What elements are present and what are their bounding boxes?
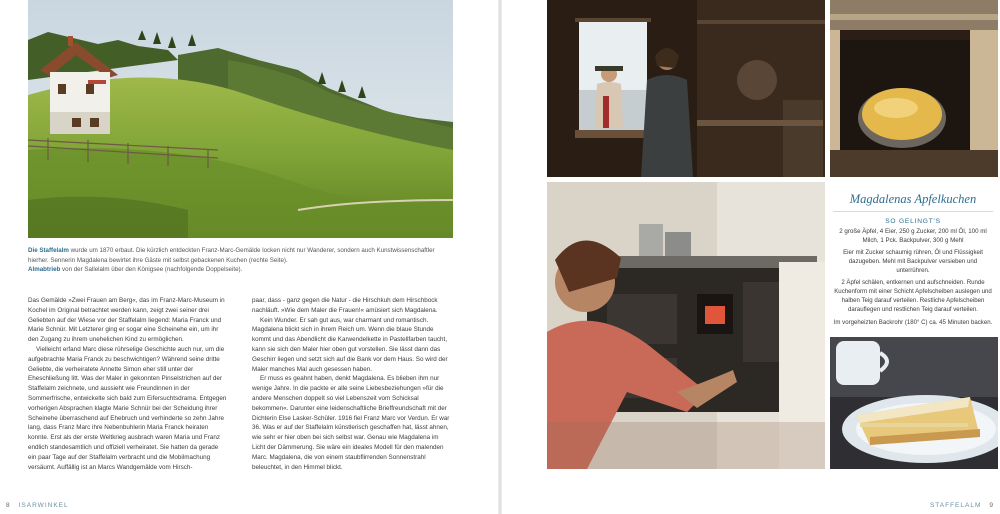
recipe-ingredients: 2 große Äpfel, 4 Eier, 250 g Zucker, 200 ml Öl, 100 ml Milch, 1 Pck. Backpulver, 300 g Mehl [839,228,987,244]
body-column-1 [28,296,228,472]
caption-second-bold: Almabtrieb [28,266,61,273]
paragraph: Er muss es geahnt haben, denkt Magdalena. Es blieben ihm nur wenige Jahre. In die packte er alle seine Liebesbeziehungen »für die andere Menschen doppelt so viel Lebenszeit vom Schicksal bekommen«. Darunter eine leidenschaftliche Brieffreundschaft mit der Dichterin Else Lasker-Schüler. 1916 fiel Franz Marc vor Verdun. Er war 36. Was er auf der Staffelalm künstlerisch geschaffen hat, lässt ahnen, wie sehr er hier oben bei sich selbst war. Genau wie Magdalena im Licht der Dämmerung. Sie wäre ein ideales Modell für den malenden Marc. Magdalena, die von einem staubflirrenden Sonnenstrahl beleuchtet, in den Himmel blickt. [252,375,450,471]
page-number: 8 [6,502,11,509]
recipe-box [828,182,998,332]
recipe-title: Magdalenas Apfelkuchen [849,192,977,206]
window-serving-photo [547,0,825,177]
running-head: ISARWINKEL [18,502,69,509]
paragraph: paar, dass - ganz gegen die Natur - die Hirschkuh dem Hirschbock nachläuft. »Wie dem Maler die Frauen!« amüsiert sich Magdalena. [252,297,438,314]
running-head: STAFFELALM [929,502,982,509]
recipe-step: Eier mit Zucker schaumig rühren, Öl und Flüssigkeit dazugeben. Mehl mit Backpulver versieben und unterrühren. [843,249,983,274]
woman-stove-photo [547,182,825,469]
recipe-subtitle: SO GELINGT'S [885,218,941,225]
recipe-step: 2 Äpfel schälen, entkernen und aufschneiden. Runde Kuchenform mit einer Schicht Apfelscheiben auslegen und halben Teig darauf verteilen. Restliche Apfelscheiben darauflegen und restlichen Teig darauf verteilen. [834,279,992,313]
book-gutter [498,0,502,514]
alm-landscape-photo [28,0,453,238]
cake-slice-photo [830,337,998,469]
caption-second-text: von der Sallelalm über den Königsee (nachfolgende Doppelseite). [60,266,243,273]
folio-right [930,502,994,509]
recipe-step: Im vorgeheizten Backrohr (180° C) ca. 45 Minuten backen. [833,318,993,326]
oven-cake-photo [830,0,998,177]
page-number: 9 [989,502,994,509]
paragraph: Das Gemälde »Zwei Frauen am Berg«, das im Franz-Marc-Museum in Kochel im Original betrachtet werden kann, zeigt zwei seiner drei Geliebten auf der Wiese vor der Staffelalm liegend: Maria Franck und Marie Schnür. Mit Letzterer ging er sogar eine Scheinehe ein, um ihr den Zugang zu ihrem unehelichen Kind zu ermöglichen. [28,297,225,344]
caption-lead-text: wurde um 1870 erbaut. Die kürzlich entdeckten Franz-Marc-Gemälde locken nicht nur Wanderer, sondern auch Kunstwissenschaftler hierher. Sennerin Magdalena bewirtet ihre Gäste mit selbst gebackenen Kuchen (rechte Seite). [28,247,435,264]
paragraph: Kein Wunder. Er sah gut aus, war charmant und romantisch. Magdalena blickt sich in ihrem Reich um. Wenn die blaue Stunde kommt und das Abendlicht die Karwendelkette in Pastellfarben taucht, kann sie sich den Maler hier oben gut vorstellen. Sie lässt dann das Geschirr liegen und setzt sich auf die Bank vor dem Haus. So wird der Maler manches Mal auch gesessen haben. [252,316,448,373]
body-column-2 [252,296,452,472]
folio-left [6,502,69,509]
recipe-divider [833,211,993,212]
caption-lead-bold: Die Staffelalm [28,247,69,254]
paragraph: Vielleicht erfand Marc diese rührselige Geschichte auch nur, um die aufgebrachte Maria Franck zu beschwichtigen? Während seine dritte Geliebte, die verheiratete Annette Simon eher still unter der Eheschließung litt. Was der Maler in gekonnten Pinselstrichen auf der Staffelalm zeichnete, und aussieht wie Freundinnen in der Sommerfrische, entwickelte sich bald zum Eifersuchtsdrama. Entgegen vorherigen Absprachen klagte Marie Schnür bei der Scheidung ihrer Scheinehe überraschend auf Ehebruch und verhinderte so zehn Jahre lang, dass Franz Marc ihre Nebenbuhlerin Maria Franck heiraten konnte. Erst als der erste Weltkrieg ausbrach waren Maria und Franz endlich standesamtlich und offiziell verheiratet. Sie hatten da gerade ein paar Tage auf der Staffelalm verbracht und die Mobilmachung versäumt. Auffällig ist an Marcs Wandgemälde vom Hirsch- [28,345,227,471]
photo-caption [28,246,452,275]
